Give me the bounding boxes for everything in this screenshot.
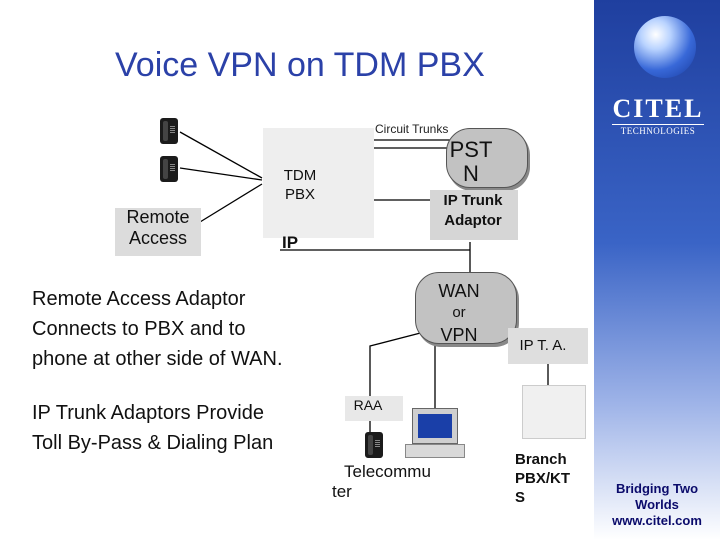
telecommuter-label-line2: ter [332, 482, 352, 501]
telecommuter-label [332, 462, 462, 502]
description-line: Connects to PBX and to [32, 318, 246, 340]
phone-icon [160, 118, 178, 144]
ip-trunk-adaptor-label-line2: Adaptor [444, 212, 502, 229]
branch-pbx [522, 385, 586, 439]
footer-line2: Worlds [635, 497, 679, 512]
branch-label-line1: Branch [515, 451, 567, 468]
ip-trunk-description [32, 398, 342, 458]
footer-url[interactable]: www.citel.com [612, 513, 702, 528]
line-wan-raa [370, 330, 432, 396]
footer-line1: Bridging Two [615, 481, 699, 496]
ip-ta-label: IP T. A. [519, 337, 567, 354]
tdm-pbx-label [263, 166, 337, 204]
remote-access-label-line1: Remote [126, 207, 190, 227]
ip-label: IP [282, 233, 299, 252]
branch-label [515, 450, 595, 507]
remote-access-label-line2: Access [128, 228, 188, 248]
tdm-pbx-label-line1: TDM [283, 167, 317, 184]
wan-label-line1: WAN [438, 281, 480, 301]
wan-label [425, 280, 493, 346]
branch-label-line3: S [515, 489, 526, 506]
company-logo-tagline: TECHNOLOGIES [612, 124, 704, 136]
computer-base-icon [405, 444, 465, 458]
raa-label: RAA [353, 397, 383, 413]
wan-label-line2: or [452, 304, 466, 321]
company-logo: CITEL [612, 94, 704, 123]
ip-trunk-adaptor-label [430, 191, 516, 231]
pstn-label-line2: N [463, 161, 479, 186]
circuit-trunks-label: Circuit Trunks [375, 122, 449, 136]
footer-tagline [600, 481, 714, 529]
computer-monitor-icon [412, 408, 458, 444]
telecommuter-label-line1: Telecommu [344, 462, 431, 481]
description-line: Toll By-Pass & Dialing Plan [32, 432, 274, 454]
description-line: IP Trunk Adaptors Provide [32, 402, 264, 424]
description-line: Remote Access Adaptor [32, 288, 246, 310]
wan-label-line3: VPN [440, 325, 478, 345]
pstn-label-line1: PST [449, 137, 493, 162]
branch-label-line2: PBX/KT [515, 470, 571, 487]
line-remote-pbx [200, 184, 262, 222]
ip-trunk-adaptor-label-line1: IP Trunk [443, 192, 503, 209]
remote-access-label [112, 207, 204, 249]
pstn-label [446, 138, 496, 186]
line-phone1-pbx [180, 132, 262, 178]
telecommuter-phone-icon [365, 432, 383, 458]
tdm-pbx-label-line2: PBX [284, 186, 315, 203]
slide-title: Voice VPN on TDM PBX [115, 46, 485, 84]
remote-access-description [32, 284, 352, 374]
description-line: phone at other side of WAN. [32, 348, 283, 370]
line-phone2-pbx [180, 168, 262, 180]
phone-icon [160, 156, 178, 182]
